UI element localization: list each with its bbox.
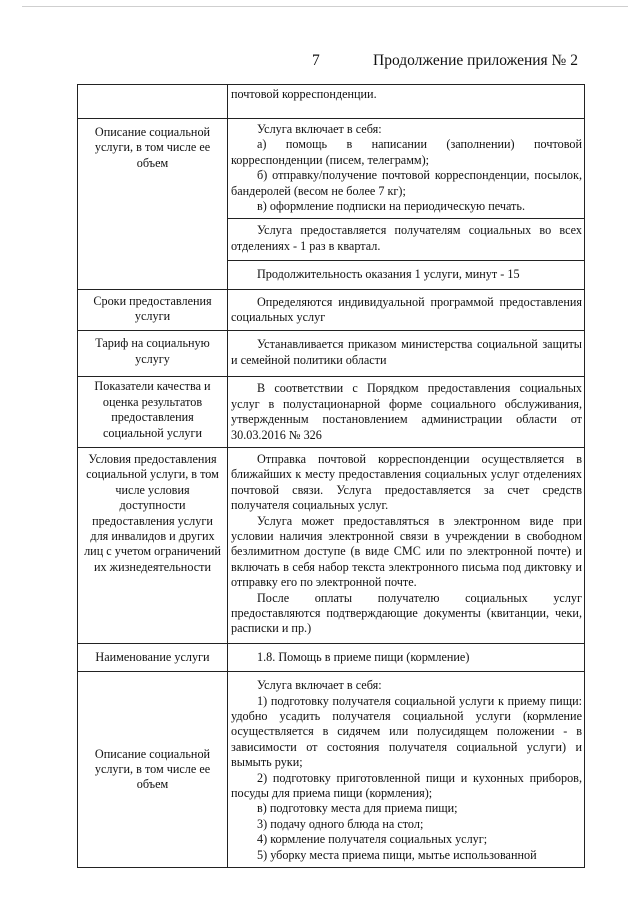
content-cell xyxy=(228,119,585,219)
paragraph: Отправка почтовой корреспонденции осуществляется в ближайших к месту предоставления социальных услуг отделениях почтовой связи. Услуга предоставляется за счет средств получателя социальных услуг. xyxy=(231,451,582,513)
paragraph: в) подготовку места для приема пищи; xyxy=(257,801,458,816)
content-cell xyxy=(228,672,585,868)
paragraph: 5) уборку места приема пищи, мытье использованной xyxy=(257,847,537,862)
paragraph: 4) кормление получателя социальных услуг; xyxy=(257,832,488,847)
paragraph: 1.8. Помощь в приеме пищи (кормление) xyxy=(257,649,470,664)
content-cell xyxy=(228,447,585,643)
table-row xyxy=(78,119,585,219)
table-row xyxy=(78,672,585,868)
paragraph: 2) подготовку приготовленной пищи и кухонных приборов, посуды для приема пищи (кормления); xyxy=(231,770,582,801)
paragraph: Услуга включает в себя: xyxy=(257,678,382,693)
table-row xyxy=(78,377,585,448)
paragraph: Услуга предоставляется получателям социальных во всех отделениях - 1 раз в квартал. xyxy=(231,223,582,253)
label-cell-empty xyxy=(78,85,228,119)
paragraph: Устанавливается приказом министерства социальной защиты и семейной политики области xyxy=(231,337,582,367)
services-table xyxy=(77,84,585,868)
table-row xyxy=(78,289,585,331)
label-cell: Условия предоставления социальной услуги, в том числе условия доступности предоставления услуги для инвалидов и других лиц с учетом ограничений их жизнедеятельности xyxy=(78,447,228,643)
content-cell xyxy=(228,261,585,289)
scan-edge-line xyxy=(22,6,628,7)
continuation-title: Продолжение приложения № 2 xyxy=(373,52,578,69)
label-cell: Наименование услуги xyxy=(78,643,228,671)
label-cell: Описание социальной услуги, в том числе ее объем xyxy=(78,119,228,290)
paragraph: Продолжительность оказания 1 услуги, минут - 15 xyxy=(257,267,520,282)
page-number: 7 xyxy=(312,52,320,69)
paragraph: б) отправку/получение почтовой корреспонденции, посылок, бандеролей (весом не более 7 кг); xyxy=(231,168,582,198)
paragraph: а) помощь в написании (заполнении) почтовой корреспонденции (писем, телеграмм); xyxy=(231,137,582,167)
paragraph: Услуга включает в себя: xyxy=(257,122,382,136)
paragraph: 1) подготовку получателя социальной услуги к приему пищи: удобно усадить получателя социальной услуги (кормление осуществляется в сидячем или полусидящем положении - в зависимости от состояния получателя социальной услуги) и вымыть руки; xyxy=(231,693,582,770)
content-cell xyxy=(228,331,585,377)
paragraph: 3) подачу одного блюда на стол; xyxy=(257,816,424,831)
paragraph: Определяются индивидуальной программой предоставления социальных услуг xyxy=(231,294,582,325)
content-cell xyxy=(228,85,585,119)
paragraph: почтовой корреспонденции. xyxy=(231,87,377,101)
content-cell xyxy=(228,219,585,261)
content-cell xyxy=(228,289,585,331)
table-row xyxy=(78,331,585,377)
label-cell: Сроки предоставления услуги xyxy=(78,289,228,331)
paragraph: После оплаты получателю социальных услуг предоставляются подтверждающие документы (квитанции, чеки, расписки и пр.) xyxy=(231,590,582,636)
label-cell: Тариф на социальную услугу xyxy=(78,331,228,377)
table-row xyxy=(78,85,585,119)
paragraph: В соответствии с Порядком предоставления социальных услуг в полустационарной форме социального обслуживания, утвержденным постановлением администрации области от 30.03.2016 № 326 xyxy=(231,381,582,442)
label-cell: Показатели качества и оценка результатов предоставления социальной услуги xyxy=(78,377,228,448)
page-header xyxy=(0,52,640,78)
content-cell xyxy=(228,377,585,448)
table-row xyxy=(78,447,585,643)
content-cell xyxy=(228,643,585,671)
label-cell: Описание социальной услуги, в том числе ее объем xyxy=(78,672,228,868)
paragraph: в) оформление подписки на периодическую печать. xyxy=(257,199,525,214)
paragraph: Услуга может предоставляться в электронном виде при условии наличия электронной связи в учреждении в свободном безлимитном доступе (в виде СМС или по электронной почте) и включать в себя набор текста электронного письма под диктовку и отправку его по электронной почте. xyxy=(231,513,582,590)
table-row xyxy=(78,643,585,671)
